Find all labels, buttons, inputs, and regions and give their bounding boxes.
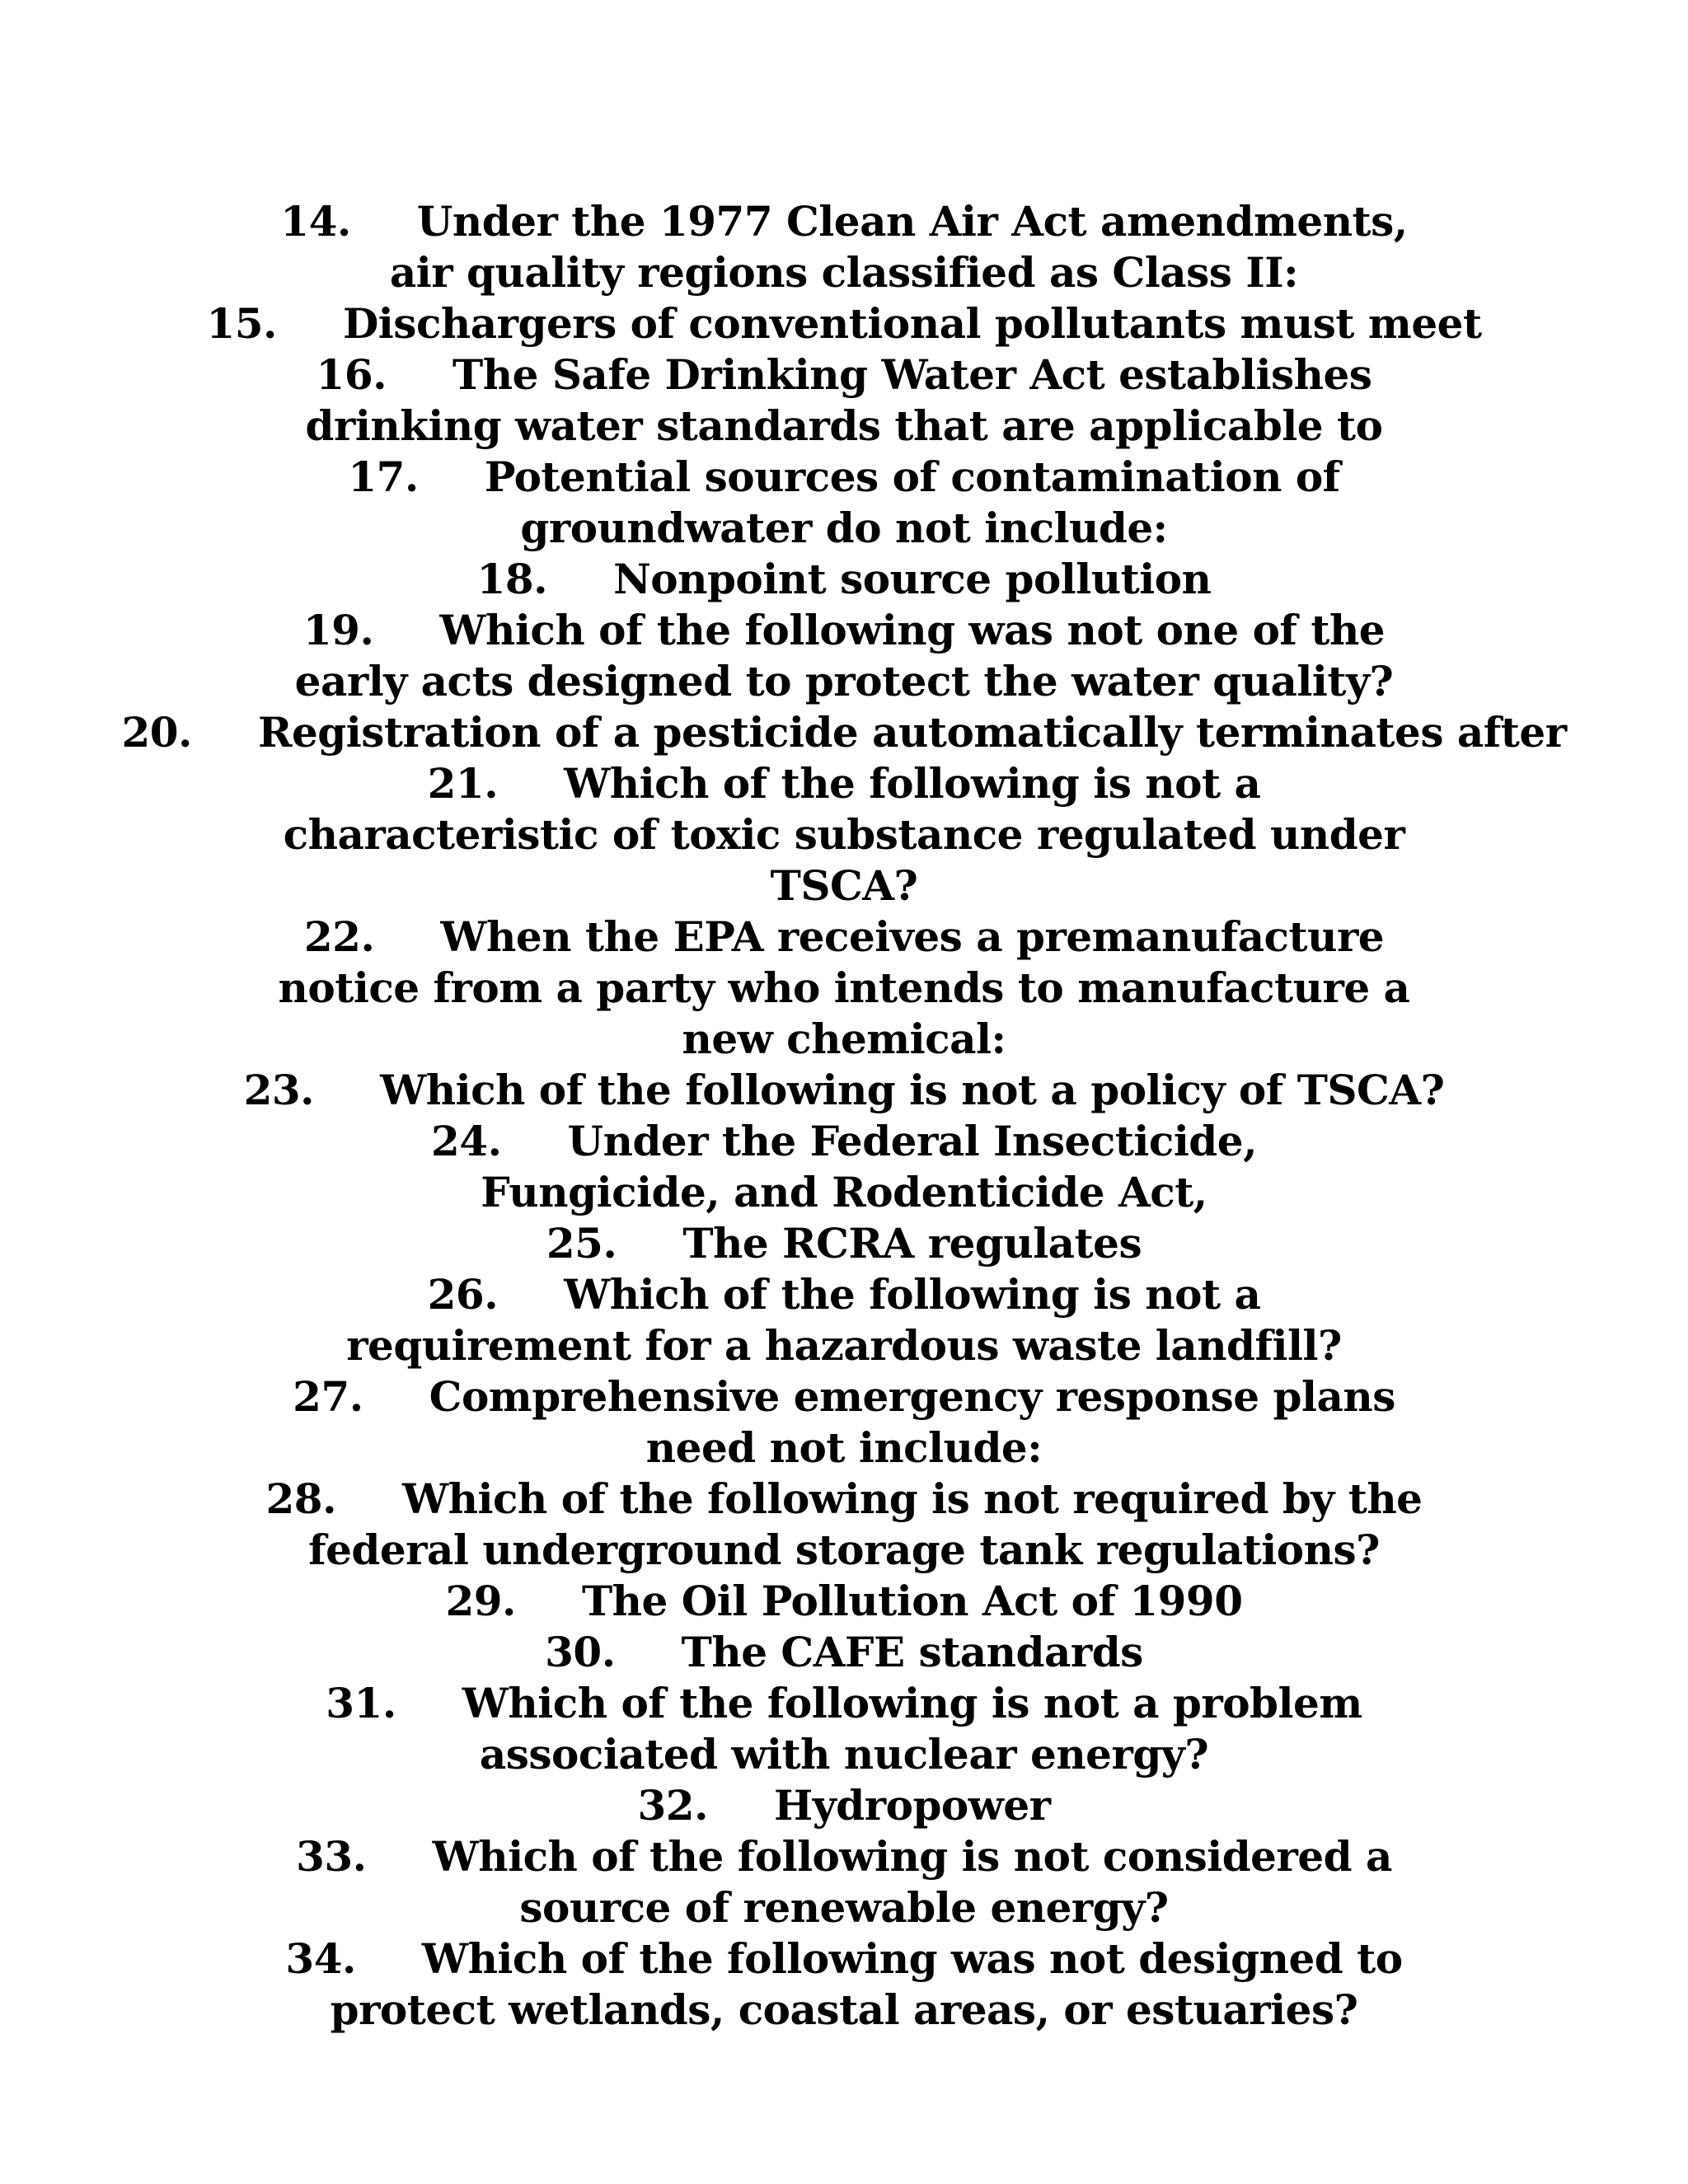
question-number: 23. [243,1066,315,1114]
question-item [0,1933,1688,2036]
question-text: Under the 1977 Clean Air Act amendments, air quality regions classified as Class II: [389,197,1408,297]
question-text: Which of the following is not a requirement for a hazardous waste landfill? [346,1270,1342,1370]
question-text: When the EPA receives a premanufacture notice from a party who intends to manufacture a new chemical: [278,912,1410,1063]
question-text: Nonpoint source pollution [613,555,1212,603]
question-item [0,1780,1688,1831]
question-text: Hydropower [774,1781,1051,1830]
question-item [0,349,1688,452]
question-number: 33. [296,1832,367,1881]
question-text: Which of the following is not required by the federal underground storage tank regulations? [308,1474,1423,1574]
question-item [0,912,1688,1065]
question-item [0,196,1688,298]
question-item [0,1831,1688,1933]
question-list [0,196,1688,2036]
question-number: 22. [303,912,375,961]
question-item [0,1065,1688,1116]
question-item [0,1678,1688,1780]
question-number: 17. [348,452,419,501]
question-item [0,554,1688,605]
question-item [0,1269,1688,1371]
question-text: Which of the following was not one of the early acts designed to protect the water quality? [294,606,1394,705]
question-number: 21. [427,759,499,808]
question-item [0,1627,1688,1678]
question-text: Which of the following is not a characteristic of toxic substance regulated under TSCA? [283,759,1405,910]
question-item [0,1474,1688,1576]
question-text: Potential sources of contamination of groundwater do not include: [484,452,1340,552]
question-item [0,1371,1688,1474]
question-item [0,1218,1688,1269]
question-number: 20. [121,708,192,757]
question-number: 32. [637,1781,709,1830]
question-item [0,1116,1688,1218]
question-text: Which of the following is not considered a source of renewable energy? [432,1832,1392,1932]
question-number: 34. [285,1934,356,1983]
question-text: Registration of a pesticide automatically terminates after [257,708,1567,757]
question-number: 25. [546,1219,617,1268]
question-text: Comprehensive emergency response plans need not include: [429,1372,1395,1472]
question-text: Under the Federal Insecticide, Fungicide, and Rodenticide Act, [481,1117,1257,1216]
question-number: 27. [293,1372,363,1421]
question-number: 18. [476,555,548,603]
question-number: 30. [545,1628,616,1676]
question-number: 14. [280,197,351,246]
question-text: The Safe Drinking Water Act establishes drinking water standards that are applicable to [305,350,1383,450]
question-item [0,758,1688,912]
question-text: The CAFE standards [681,1628,1143,1676]
question-text: The RCRA regulates [682,1219,1142,1268]
question-number: 24. [431,1117,502,1165]
question-number: 19. [302,606,374,654]
question-number: 26. [427,1270,499,1319]
question-item [0,452,1688,554]
question-number: 31. [326,1679,396,1727]
question-number: 29. [445,1577,516,1625]
question-number: 28. [265,1474,336,1523]
question-item [0,605,1688,707]
question-text: The Oil Pollution Act of 1990 [581,1577,1243,1625]
question-number: 16. [316,350,387,399]
question-number: 15. [206,299,277,348]
question-item [0,1576,1688,1627]
question-text: Dischargers of conventional pollutants must meet [342,299,1482,348]
question-text: Which of the following is not a policy of TSCA? [380,1066,1445,1114]
question-text: Which of the following is not a problem associated with nuclear energy? [462,1679,1362,1779]
question-item [0,707,1688,758]
question-text: Which of the following was not designed to protect wetlands, coastal areas, or estuaries? [330,1934,1403,2034]
question-item [0,298,1688,349]
